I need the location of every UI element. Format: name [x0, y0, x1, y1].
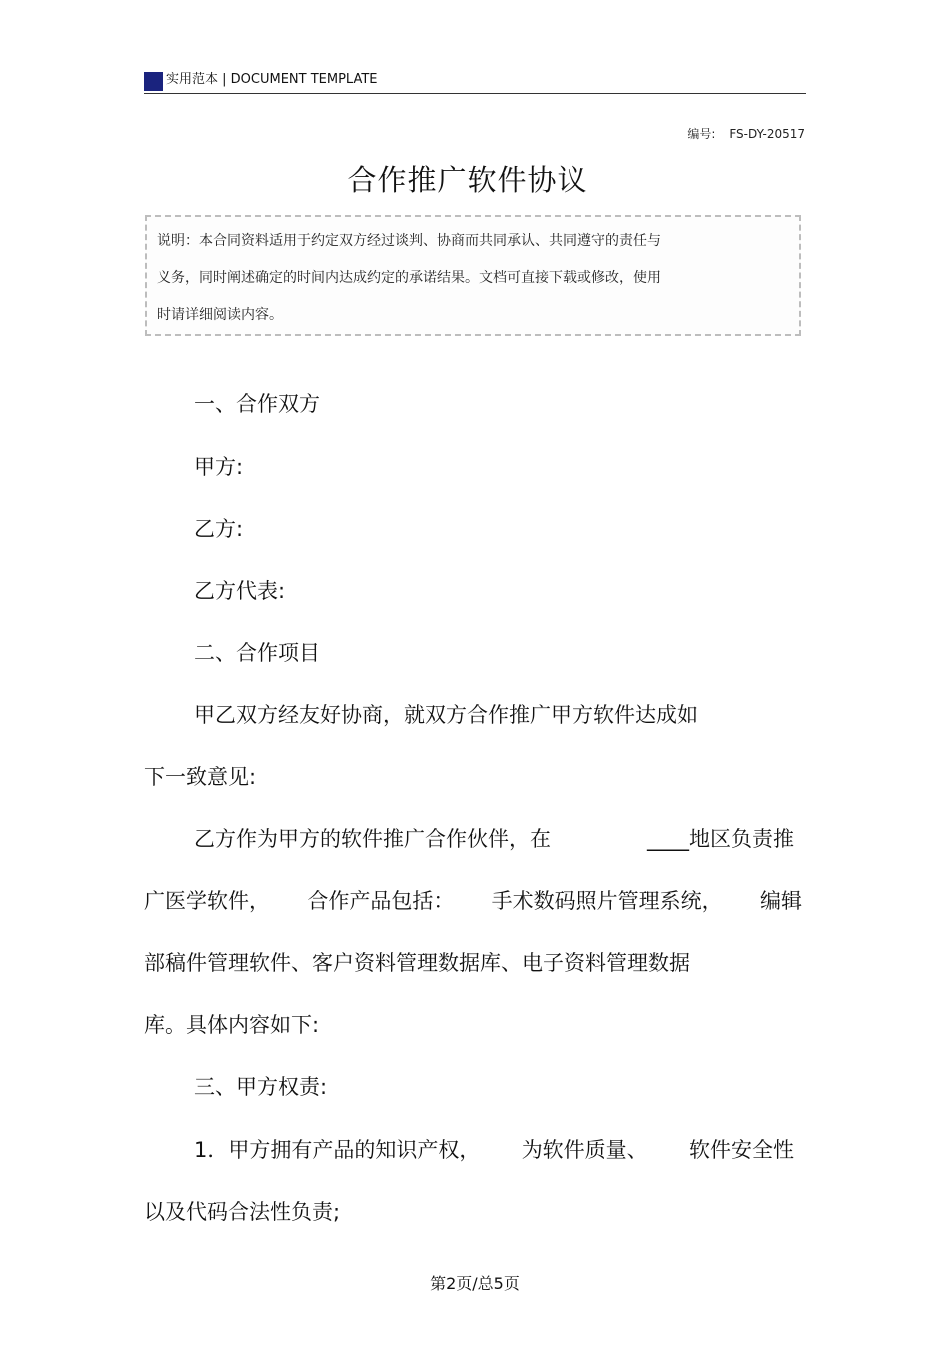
page-header: [144, 70, 806, 94]
paragraph-text: 1．甲方拥有产品的知识产权，: [194, 1138, 481, 1162]
paragraph-text: 为软件质量、: [521, 1138, 648, 1162]
section-heading-parties: 一、合作双方: [194, 392, 320, 416]
document-number-value: FS-DY-20517: [729, 127, 805, 141]
paragraph-text: 合作产品包括：: [307, 889, 455, 913]
document-title: 合作推广软件协议: [347, 163, 588, 197]
paragraph-text: 软件安全性: [689, 1138, 794, 1162]
paragraph-text: 手术数码照片管理系统，: [491, 889, 723, 913]
header-text: 实用范本 | DOCUMENT TEMPLATE: [166, 72, 378, 87]
party-a-label: 甲方:: [194, 455, 244, 479]
description-box: [145, 215, 801, 336]
paragraph-text: 编辑: [759, 889, 802, 913]
party-b-label: 乙方:: [194, 517, 244, 541]
paragraph-line: 库。具体内容如下:: [144, 1013, 320, 1037]
description-line: 说明：本合同资料适用于约定双方经过谈判、协商而共同承认、共同遵守的责任与: [157, 233, 661, 249]
page-footer: 第2页/总5页: [430, 1274, 520, 1293]
header-logo-mark: [144, 72, 163, 91]
description-line: 时请详细阅读内容。: [157, 307, 283, 323]
paragraph-line: [194, 826, 794, 852]
paragraph-text: 乙方作为甲方的软件推广合作伙伴，在: [194, 827, 551, 851]
paragraph-line: 下一致意见:: [144, 765, 257, 789]
section-heading-project: 二、合作项目: [194, 641, 320, 665]
paragraph-line: [194, 1137, 794, 1163]
paragraph-line: [144, 888, 802, 914]
party-b-representative-label: 乙方代表:: [194, 579, 286, 603]
paragraph-text: 广医学软件，: [144, 889, 270, 913]
section-heading-party-a-rights: 三、甲方权责:: [194, 1075, 328, 1099]
paragraph-line: 部稿件管理软件、客户资料管理数据库、电子资料管理数据: [144, 951, 690, 975]
paragraph-line: 甲乙双方经友好协商，就双方合作推广甲方软件达成如: [194, 703, 698, 727]
paragraph-text: ____地区负责推: [647, 827, 794, 851]
paragraph-line: 以及代码合法性负责;: [144, 1200, 341, 1224]
document-number-label: 编号:: [687, 127, 716, 141]
description-line: 义务，同时阐述确定的时间内达成约定的承诺结果。文档可直接下载或修改，使用: [157, 270, 661, 286]
document-number: [687, 127, 805, 141]
